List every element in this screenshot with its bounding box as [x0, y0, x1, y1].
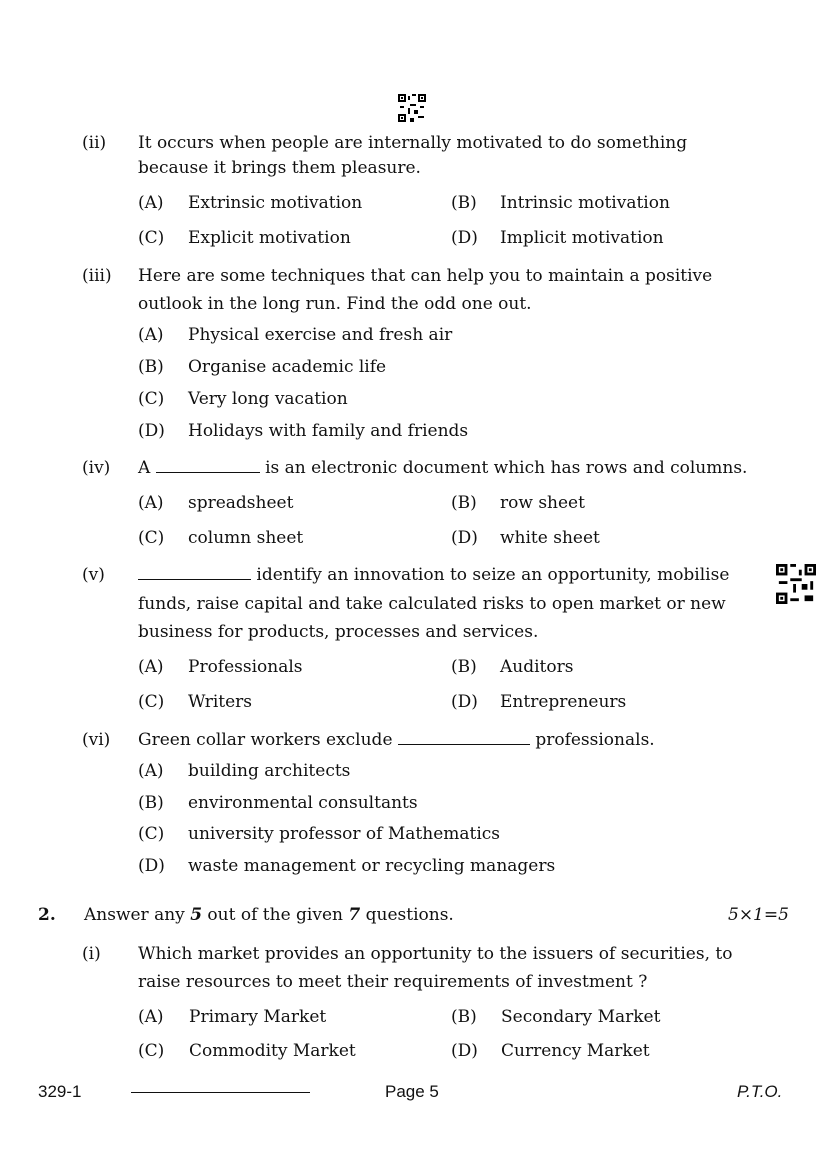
- qr-code-top: [398, 94, 426, 122]
- option-text: Explicit motivation: [188, 228, 351, 248]
- question-text-pre: A: [138, 458, 151, 478]
- question-text-line2: funds, raise capital and take calculated risks to open market or new: [138, 594, 726, 614]
- question-instruction: [84, 905, 454, 925]
- question-text-post: professionals.: [535, 730, 655, 750]
- option-text: Commodity Market: [189, 1041, 356, 1061]
- question-text-line3: business for products, processes and services.: [138, 622, 539, 642]
- option-label: (D): [451, 1041, 478, 1061]
- option-label: (D): [138, 421, 165, 441]
- option-label: (C): [138, 228, 165, 248]
- fill-in-blank: [398, 730, 530, 745]
- question-text-post: identify an innovation to seize an opportunity, mobilise: [256, 565, 730, 585]
- option-label: (B): [451, 657, 477, 677]
- question-number: (ii): [82, 133, 107, 153]
- instruction-pre: Answer any: [84, 905, 191, 925]
- option-label: (B): [451, 1007, 477, 1027]
- question-text-line2: outlook in the long run. Find the odd one out.: [138, 294, 532, 314]
- option-label: (C): [138, 389, 165, 409]
- question-text-line1: Here are some techniques that can help you to maintain a positive: [138, 266, 713, 286]
- option-text: Intrinsic motivation: [500, 193, 670, 213]
- option-label: (D): [451, 528, 478, 548]
- question-number: (iii): [82, 266, 112, 286]
- option-label: (A): [138, 325, 164, 345]
- fill-in-blank: [138, 565, 251, 580]
- option-text: waste management or recycling managers: [188, 856, 556, 876]
- option-text: Auditors: [500, 657, 574, 677]
- option-text: building architects: [188, 761, 351, 781]
- qr-code-side: [776, 564, 816, 604]
- page-number: Page 5: [385, 1082, 439, 1101]
- option-text: university professor of Mathematics: [188, 824, 501, 844]
- fill-in-blank: [156, 458, 260, 473]
- option-label: (A): [138, 193, 164, 213]
- instruction-count: 5: [190, 905, 203, 925]
- option-text: Physical exercise and fresh air: [188, 325, 453, 345]
- option-label: (C): [138, 1041, 165, 1061]
- option-text: Very long vacation: [188, 389, 348, 409]
- option-label: (B): [451, 193, 477, 213]
- option-text: Secondary Market: [501, 1007, 661, 1027]
- question-number: (vi): [82, 730, 111, 750]
- option-text: white sheet: [500, 528, 600, 548]
- option-label: (C): [138, 528, 165, 548]
- option-label: (A): [138, 761, 164, 781]
- option-label: (D): [138, 856, 165, 876]
- question-text-pre: Green collar workers exclude: [138, 730, 393, 750]
- instruction-total: 7: [348, 905, 361, 925]
- question-text-line2: raise resources to meet their requirements of investment ?: [138, 972, 648, 992]
- question-number: (v): [82, 565, 105, 585]
- option-label: (C): [138, 692, 165, 712]
- footer-rule: [131, 1092, 310, 1093]
- instruction-post: questions.: [360, 905, 454, 925]
- question-text: [138, 458, 747, 478]
- option-text: Implicit motivation: [500, 228, 664, 248]
- option-text: column sheet: [188, 528, 304, 548]
- question-text: [138, 730, 655, 750]
- option-text: row sheet: [500, 493, 585, 513]
- option-text: Extrinsic motivation: [188, 193, 363, 213]
- option-text: Entrepreneurs: [500, 692, 627, 712]
- question-number: (i): [82, 944, 101, 964]
- option-text: Primary Market: [189, 1007, 327, 1027]
- option-label: (A): [138, 1007, 164, 1027]
- question-text-line1: [138, 565, 729, 585]
- option-text: spreadsheet: [188, 493, 294, 513]
- question-number: 2.: [38, 905, 56, 925]
- question-text-line1: Which market provides an opportunity to the issuers of securities, to: [138, 944, 733, 964]
- option-text: Professionals: [188, 657, 303, 677]
- option-text: Writers: [188, 692, 253, 712]
- option-label: (D): [451, 692, 478, 712]
- option-label: (C): [138, 824, 165, 844]
- option-label: (B): [451, 493, 477, 513]
- option-label: (D): [451, 228, 478, 248]
- please-turn-over: P.T.O.: [737, 1082, 783, 1101]
- option-text: Organise academic life: [188, 357, 387, 377]
- question-text-line2: because it brings them pleasure.: [138, 158, 421, 178]
- option-text: environmental consultants: [188, 793, 418, 813]
- paper-code: 329-1: [38, 1082, 82, 1101]
- option-text: Holidays with family and friends: [188, 421, 469, 441]
- option-label: (B): [138, 357, 164, 377]
- question-text-line1: It occurs when people are internally motivated to do something: [138, 133, 688, 153]
- option-text: Currency Market: [501, 1041, 650, 1061]
- question-text-post: is an electronic document which has rows and columns.: [265, 458, 748, 478]
- question-number: (iv): [82, 458, 111, 478]
- option-label: (B): [138, 793, 164, 813]
- option-label: (A): [138, 493, 164, 513]
- option-label: (A): [138, 657, 164, 677]
- instruction-mid: out of the given: [202, 905, 349, 925]
- marks-allotted: 5×1=5: [728, 905, 789, 925]
